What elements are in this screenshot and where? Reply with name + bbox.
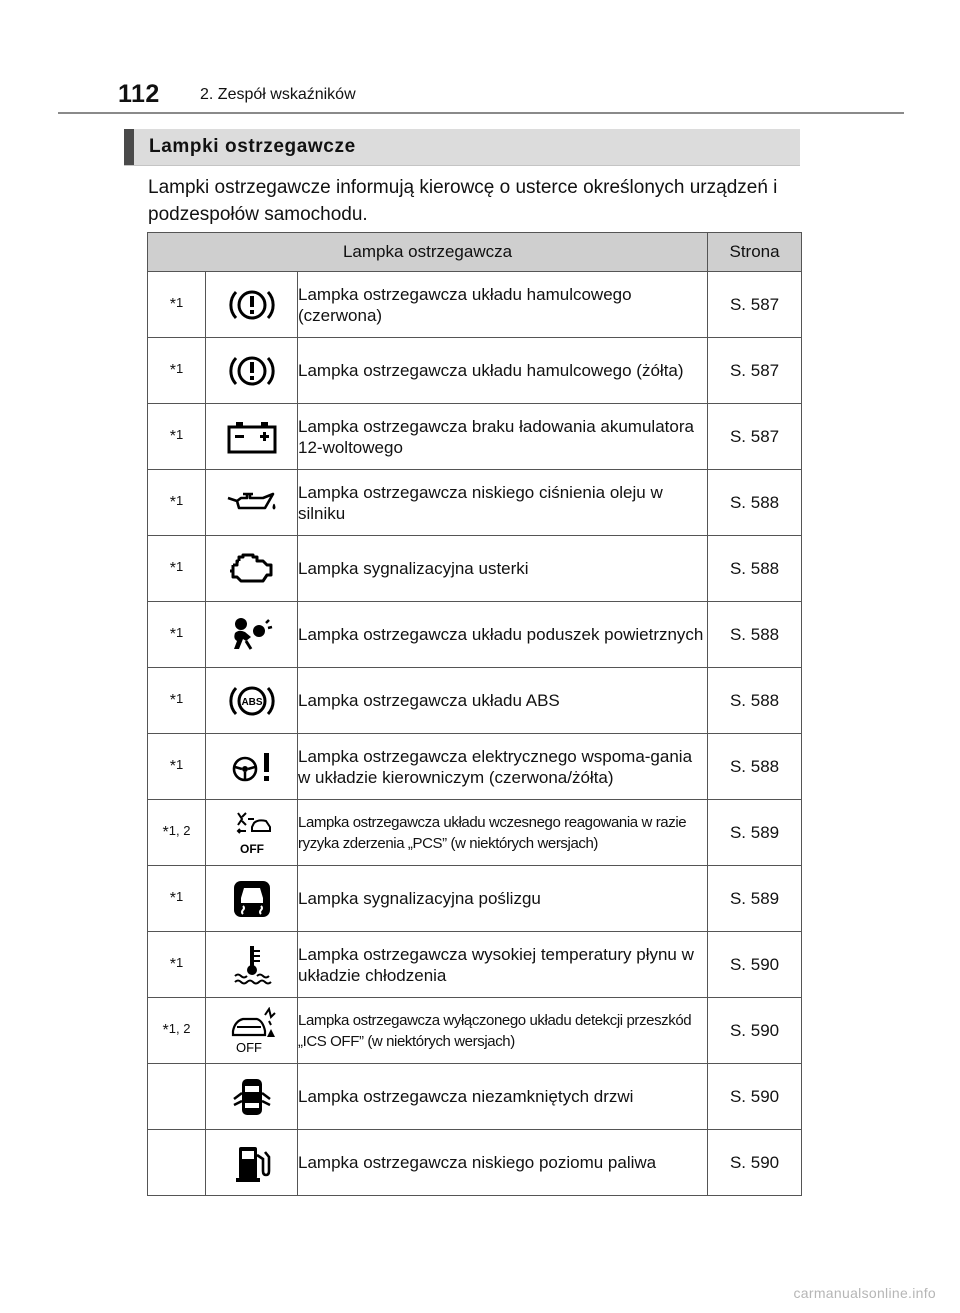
page-reference: S. 587	[708, 338, 802, 404]
lamp-label: Lampka ostrzegawcza wyłączonego układu detekcji przeszkód „ICS OFF” (w niektórych wersjach)	[298, 998, 708, 1064]
footnote-cell	[148, 404, 206, 470]
page-reference: S. 590	[708, 1064, 802, 1130]
footnote-ref: 1	[176, 955, 184, 970]
asterisk-icon: *	[169, 362, 176, 379]
icon-cell	[206, 1064, 298, 1130]
icon-cell	[206, 602, 298, 668]
table-row	[148, 734, 802, 800]
page-reference: S. 587	[708, 404, 802, 470]
footnote-ref: 1	[176, 295, 184, 310]
pcs-off-icon	[226, 809, 278, 857]
brake-warning-red-icon	[228, 285, 276, 325]
lamp-label: Lampka ostrzegawcza układu wczesnego reagowania w razie ryzyka zderzenia „PCS” (w niektórych wersjach)	[298, 800, 708, 866]
footnote-ref: 1, 2	[168, 1021, 191, 1036]
footnote-ref: 1	[176, 493, 184, 508]
footnote-ref: 1	[176, 691, 184, 706]
page-reference: S. 589	[708, 866, 802, 932]
table-row	[148, 866, 802, 932]
icon-cell	[206, 998, 298, 1064]
footnote-cell	[148, 1064, 206, 1130]
table-row	[148, 602, 802, 668]
icon-cell	[206, 734, 298, 800]
intro-paragraph: Lampki ostrzegawcze informują kierowcę o usterce określonych urządzeń i podzespołów samochodu.	[148, 177, 778, 225]
icon-cell	[206, 536, 298, 602]
table-row	[148, 1130, 802, 1196]
footnote-cell	[148, 602, 206, 668]
footnote-cell	[148, 338, 206, 404]
footnote-ref: 1	[176, 889, 184, 904]
watermark-text: carmanualsonline.info	[793, 1285, 936, 1301]
lamp-label: Lampka sygnalizacyjna poślizgu	[298, 866, 708, 932]
table-row	[148, 404, 802, 470]
header-divider	[58, 112, 904, 114]
off-icon-text: OFF	[239, 841, 264, 856]
footnote-cell	[148, 998, 206, 1064]
table-row	[148, 1064, 802, 1130]
column-header-lamp: Lampka ostrzegawcza	[148, 233, 708, 272]
table-row	[148, 272, 802, 338]
lamp-label: Lampka ostrzegawcza niskiego ciśnienia oleju w silniku	[298, 470, 708, 536]
table-row	[148, 536, 802, 602]
asterisk-icon: *	[169, 560, 176, 577]
asterisk-icon: *	[169, 692, 176, 709]
section-accent	[124, 129, 134, 165]
battery-charge-icon	[226, 419, 278, 455]
asterisk-icon: *	[169, 890, 176, 907]
lamp-label: Lampka ostrzegawcza niezamkniętych drzwi	[298, 1064, 708, 1130]
lamp-label: Lampka ostrzegawcza niskiego poziomu paliwa	[298, 1130, 708, 1196]
asterisk-icon: *	[169, 494, 176, 511]
skid-indicator-icon	[231, 878, 273, 920]
footnote-cell	[148, 866, 206, 932]
oil-pressure-icon	[225, 488, 279, 518]
footnote-cell	[148, 734, 206, 800]
abs-icon	[228, 681, 276, 721]
icon-cell	[206, 1130, 298, 1196]
chapter-reference: 2. Zespół wskaźników	[200, 86, 356, 103]
asterisk-icon: *	[169, 626, 176, 643]
abs-icon-text: ABS	[240, 696, 263, 708]
asterisk-icon: *	[169, 758, 176, 775]
table-header-row	[148, 233, 802, 272]
lamp-label: Lampka ostrzegawcza układu hamulcowego (czerwona)	[298, 272, 708, 338]
table-row	[148, 800, 802, 866]
section-title-bar	[124, 129, 800, 166]
lamp-label: Lampka ostrzegawcza układu hamulcowego (żółta)	[298, 338, 708, 404]
page-reference: S. 590	[708, 932, 802, 998]
low-fuel-icon	[229, 1141, 275, 1185]
icon-cell	[206, 932, 298, 998]
table-row	[148, 668, 802, 734]
table-row	[148, 932, 802, 998]
table-row	[148, 338, 802, 404]
airbag-icon	[229, 615, 275, 655]
section-title: Lampki ostrzegawcze	[149, 136, 356, 157]
page-number: 112	[118, 80, 160, 108]
page-reference: S. 588	[708, 536, 802, 602]
ics-off-icon	[225, 1007, 279, 1055]
footnote-cell	[148, 800, 206, 866]
footnote-cell	[148, 272, 206, 338]
asterisk-icon: *	[162, 1022, 169, 1039]
brake-warning-yellow-icon	[228, 351, 276, 391]
icon-cell	[206, 470, 298, 536]
page-reference: S. 590	[708, 998, 802, 1064]
asterisk-icon: *	[169, 296, 176, 313]
icon-cell	[206, 404, 298, 470]
lamp-label: Lampka sygnalizacyjna usterki	[298, 536, 708, 602]
footnote-ref: 1	[176, 757, 184, 772]
page-reference: S. 587	[708, 272, 802, 338]
off-icon-text: OFF	[235, 1039, 262, 1055]
asterisk-icon: *	[169, 428, 176, 445]
column-header-page: Strona	[708, 233, 802, 272]
table-row	[148, 470, 802, 536]
lamp-label: Lampka ostrzegawcza układu ABS	[298, 668, 708, 734]
lamp-label: Lampka ostrzegawcza układu poduszek powietrznych	[298, 602, 708, 668]
footnote-ref: 1, 2	[168, 823, 191, 838]
door-open-icon	[228, 1075, 276, 1119]
power-steering-icon	[227, 749, 277, 785]
icon-cell	[206, 866, 298, 932]
page-reference: S. 588	[708, 668, 802, 734]
footnote-ref: 1	[176, 625, 184, 640]
footnote-ref: 1	[176, 559, 184, 574]
footnote-cell	[148, 470, 206, 536]
page-reference: S. 588	[708, 470, 802, 536]
lamp-label: Lampka ostrzegawcza wysokiej temperatury płynu w układzie chłodzenia	[298, 932, 708, 998]
icon-cell	[206, 338, 298, 404]
warning-lights-table	[147, 232, 802, 1196]
page-reference: S. 588	[708, 602, 802, 668]
footnote-cell	[148, 536, 206, 602]
page-reference: S. 588	[708, 734, 802, 800]
lamp-label: Lampka ostrzegawcza braku ładowania akumulatora 12-woltowego	[298, 404, 708, 470]
icon-cell	[206, 668, 298, 734]
table-row	[148, 998, 802, 1064]
asterisk-icon: *	[162, 824, 169, 841]
icon-cell	[206, 800, 298, 866]
footnote-cell	[148, 932, 206, 998]
footnote-ref: 1	[176, 361, 184, 376]
asterisk-icon: *	[169, 956, 176, 973]
footnote-ref: 1	[176, 427, 184, 442]
lamp-label: Lampka ostrzegawcza elektrycznego wspoma-gania w układzie kierowniczym (czerwona/żółta)	[298, 734, 708, 800]
footnote-cell	[148, 1130, 206, 1196]
page-reference: S. 590	[708, 1130, 802, 1196]
icon-cell	[206, 272, 298, 338]
coolant-temperature-icon	[229, 943, 275, 987]
page-reference: S. 589	[708, 800, 802, 866]
check-engine-icon	[227, 551, 277, 587]
footnote-cell	[148, 668, 206, 734]
